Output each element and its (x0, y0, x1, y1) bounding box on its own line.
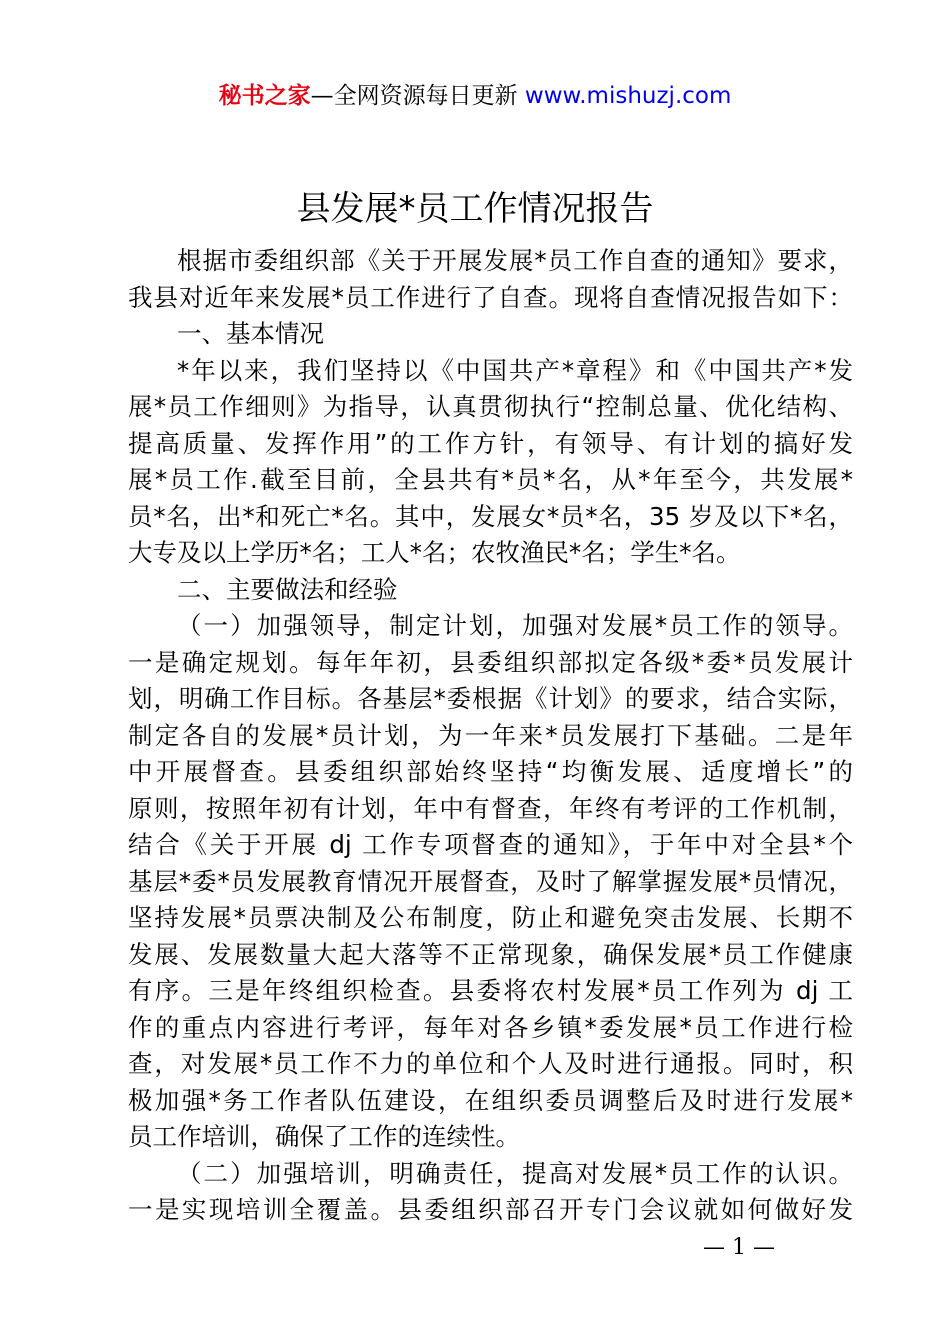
body-line: 展*员工作.截至目前，全县共有*员*名，从*年至今，共发展* (128, 465, 853, 494)
body-line: 坚持发展*员票决制及公布制度，防止和避免突击发展、长期不 (128, 903, 853, 932)
body-line: 我县对近年来发展*员工作进行了自查。现将自查情况报告如下： (128, 282, 853, 312)
page-header (0, 80, 950, 112)
body-line: 员*名，出*和死亡*名。其中，发展女*员*名，35 岁及以下*名， (128, 501, 853, 531)
body-line: 员工作培训，确保了工作的连续性。 (128, 1122, 520, 1151)
subsection-heading: （一）加强领导，制定计划，加强对发展*员工作的领导。 (177, 611, 853, 640)
body-line: 中开展督查。县委组织部始终坚持“均衡发展、适度增长”的 (128, 757, 853, 786)
page-number: — 1 — (703, 1235, 775, 1260)
body-line: 查，对发展*员工作不力的单位和个人及时进行通报。同时，积 (128, 1049, 853, 1078)
brand-name: 秘书之家 (218, 83, 311, 109)
body-line: 划，明确工作目标。各基层*委根据《计划》的要求，结合实际， (128, 684, 853, 713)
body-line: *年以来，我们坚持以《中国共产*章程》和《中国共产*发 (177, 355, 853, 385)
body-line: 原则，按照年初有计划，年中有督查，年终有考评的工作机制， (128, 793, 853, 823)
body-line: 制定各自的发展*员计划，为一年来*员发展打下基础。二是年 (128, 720, 853, 750)
document-body (128, 243, 853, 1229)
body-line: 一是实现培训全覆盖。县委组织部召开专门会议就如何做好发 (128, 1195, 853, 1224)
body-line: 发展、发展数量大起大落等不正常现象，确保发展*员工作健康 (128, 939, 853, 969)
subsection-heading: （二）加强培训，明确责任，提高对发展*员工作的认识。 (177, 1158, 853, 1188)
body-line: 作的重点内容进行考评，每年对各乡镇*委发展*员工作进行检 (128, 1012, 853, 1042)
section-heading: 一、基本情况 (177, 319, 324, 348)
body-line: 基层*委*员发展教育情况开展督查，及时了解掌握发展*员情况， (128, 866, 853, 896)
body-line: 有序。三是年终组织检查。县委将农村发展*员工作列为 dj 工 (128, 976, 853, 1005)
body-line: 结合《关于开展 dj 工作专项督查的通知》，于年中对全县*个 (128, 830, 853, 859)
body-line: 根据市委组织部《关于开展发展*员工作自查的通知》要求， (177, 246, 853, 275)
body-line: 一是确定规划。每年年初，县委组织部拟定各级*委*员发展计 (128, 647, 853, 677)
header-slogan: —全网资源每日更新 (310, 83, 525, 109)
body-line: 展*员工作细则》为指导，认真贯彻执行“控制总量、优化结构、 (128, 392, 853, 421)
header-url-link[interactable]: www.mishuzj.com (524, 83, 732, 109)
document-title: 县发展*员工作情况报告 (296, 189, 654, 229)
body-line: 提高质量、发挥作用”的工作方针，有领导、有计划的搞好发 (128, 428, 853, 458)
body-line: 大专及以上学历*名；工人*名；农牧渔民*名；学生*名。 (128, 538, 741, 567)
body-line: 极加强*务工作者队伍建设，在组织委员调整后及时进行发展* (128, 1085, 853, 1115)
section-heading: 二、主要做法和经验 (177, 574, 398, 604)
